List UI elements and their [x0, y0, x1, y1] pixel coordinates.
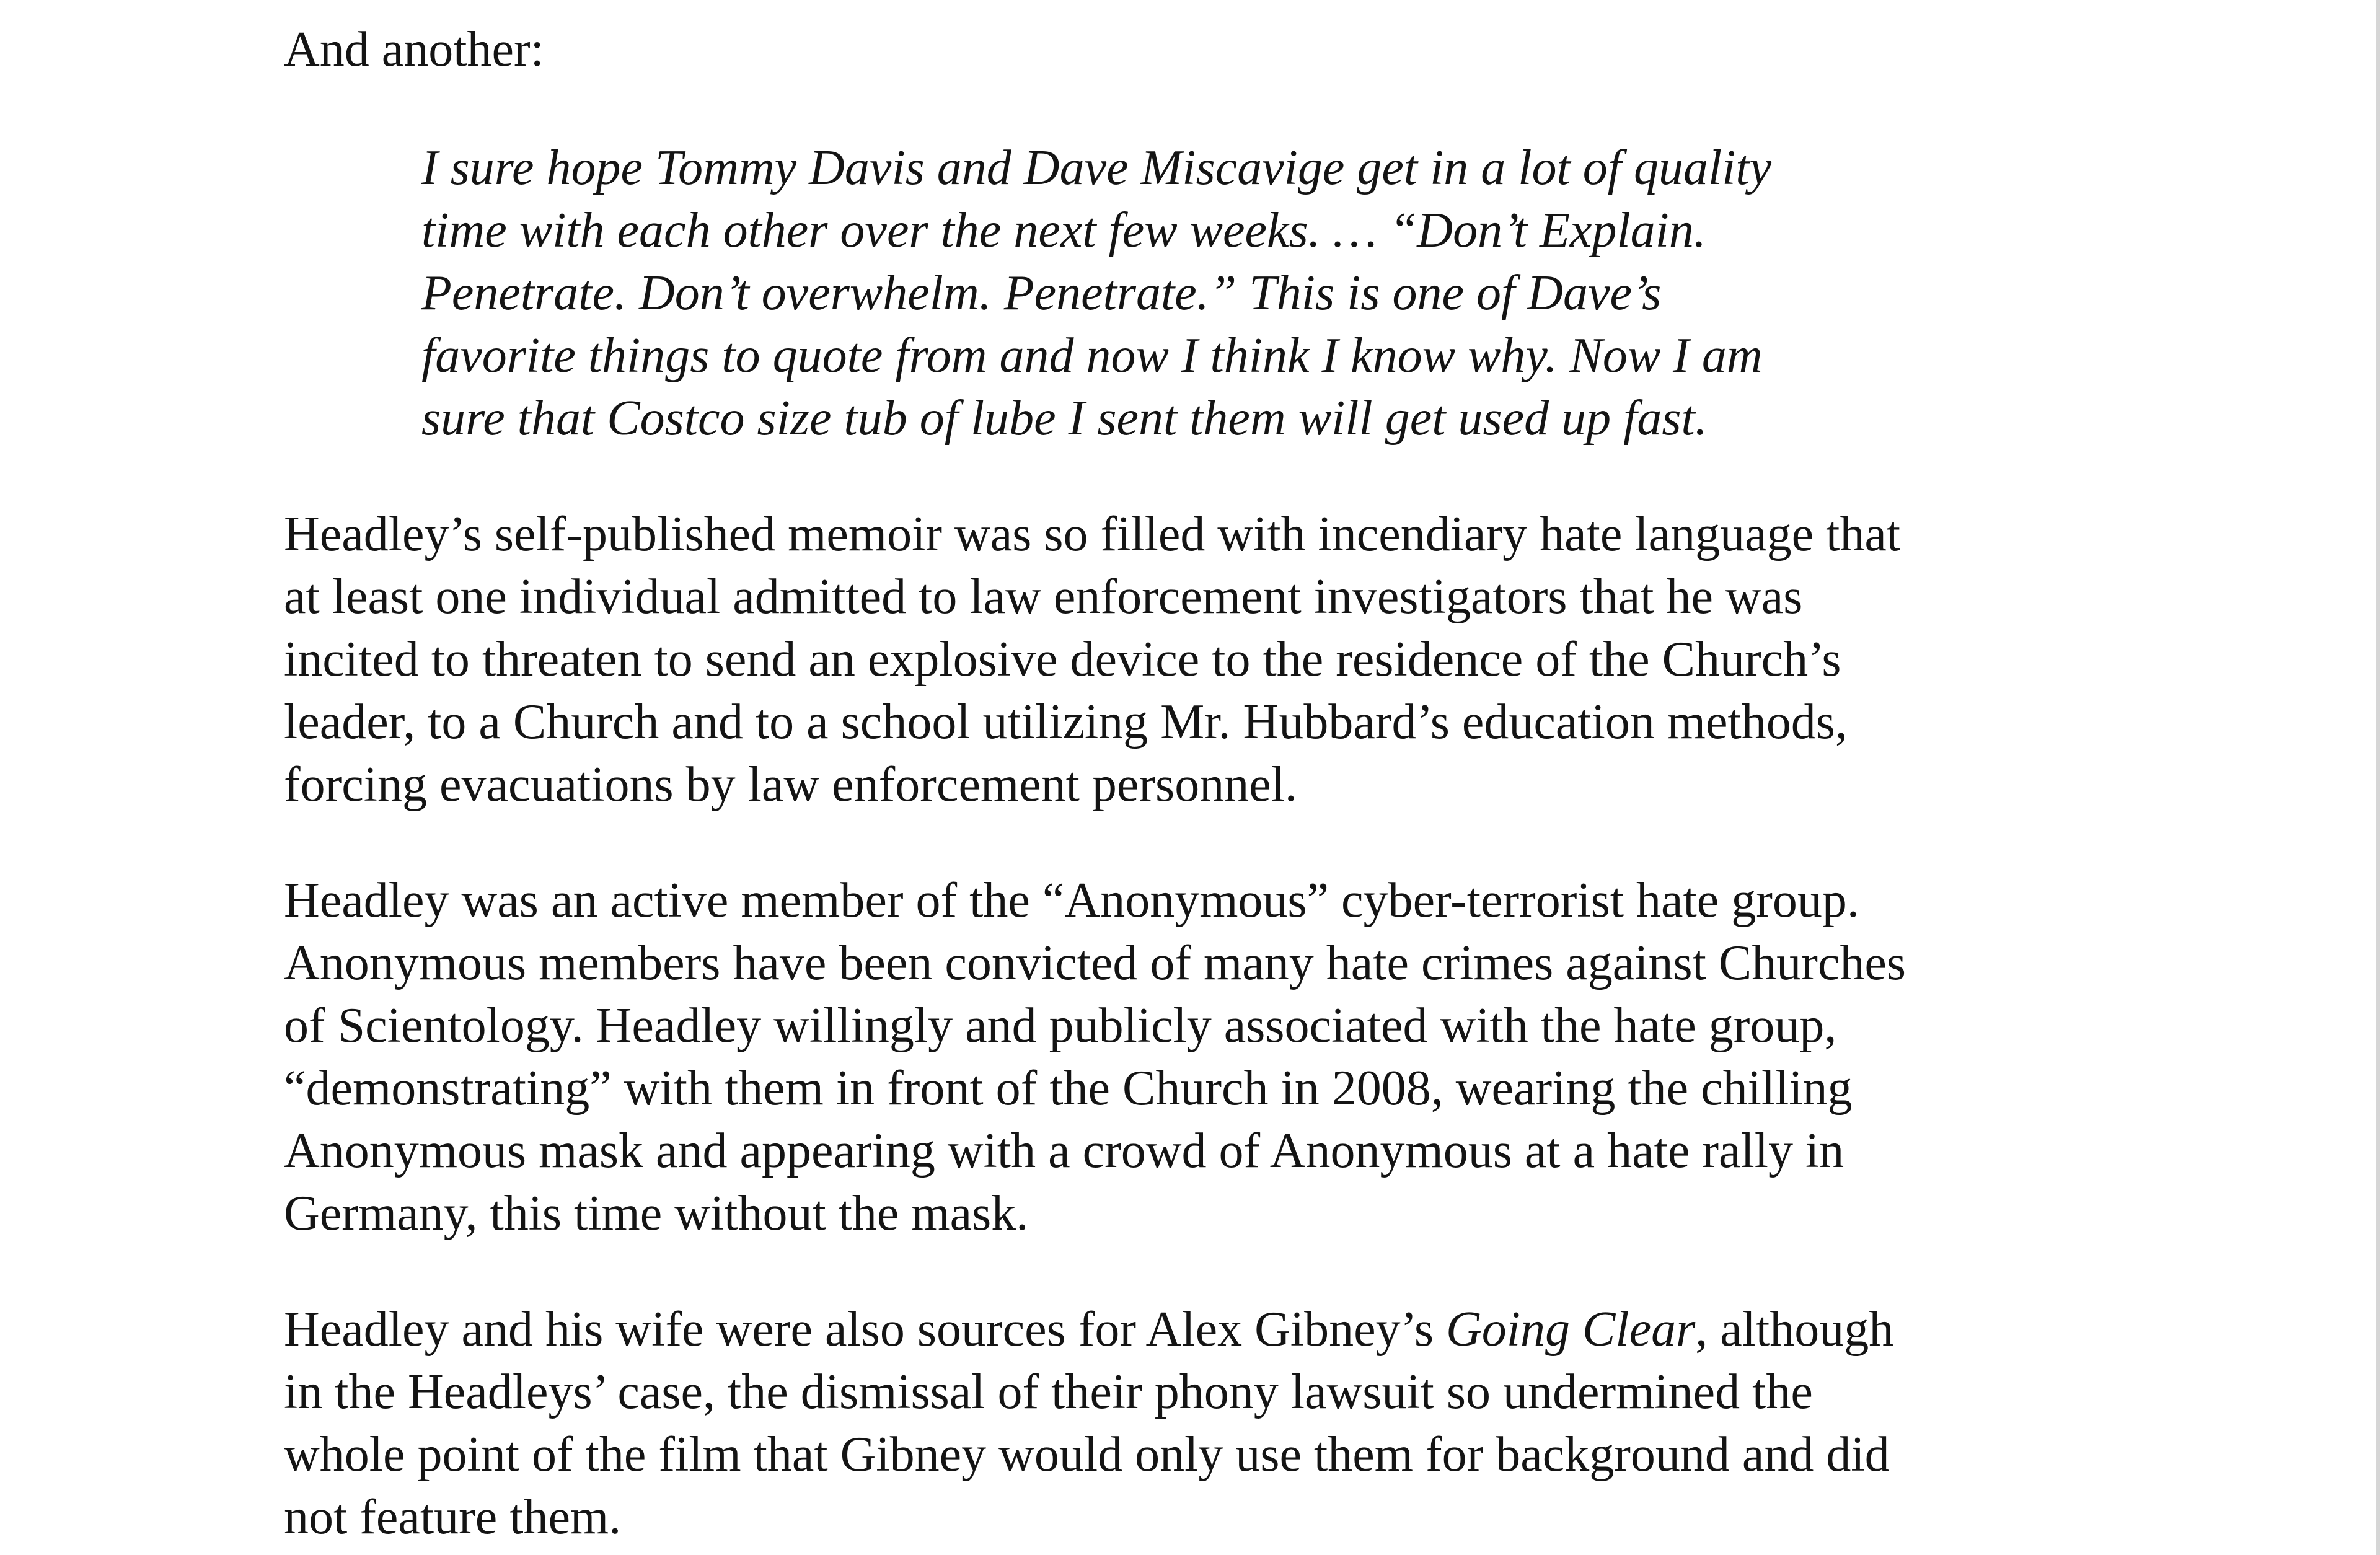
paragraph-line: incited to threaten to send an explosive device to the residence of the Church’s	[284, 632, 1841, 687]
paragraph-line: whole point of the film that Gibney would only use them for background and did	[284, 1427, 1890, 1482]
paragraph-text: Headley and his wife were also sources for Alex Gibney’s	[284, 1302, 1446, 1357]
paragraph-anonymous	[284, 870, 2118, 1245]
paragraph-line: at least one individual admitted to law enforcement investigators that he was	[284, 570, 1803, 624]
paragraph-line: of Scientology. Headley willingly and publicly associated with the hate group,	[284, 998, 1837, 1053]
paragraph-line: leader, to a Church and to a school utilizing Mr. Hubbard’s education methods,	[284, 695, 1848, 749]
paragraph-line: forcing evacuations by law enforcement personnel.	[284, 757, 1297, 812]
quote-line: Penetrate. Don’t overwhelm. Penetrate.” This is one of Dave’s	[421, 266, 1662, 320]
quote-line: sure that Costco size tub of lube I sent them will get used up fast.	[421, 391, 1708, 446]
film-title: Going Clear	[1446, 1302, 1696, 1357]
intro-line: And another:	[284, 22, 544, 77]
paragraph-text: , although	[1695, 1302, 1894, 1357]
paragraph-line: Anonymous mask and appearing with a crowd of Anonymous at a hate rally in	[284, 1124, 1844, 1178]
paragraph-line: Headley was an active member of the “Anonymous” cyber-terrorist hate group.	[284, 873, 1859, 928]
paragraph-line: Headley’s self-published memoir was so filled with incendiary hate language that	[284, 507, 1901, 562]
quote-line: time with each other over the next few weeks. … “Don’t Explain.	[421, 203, 1706, 258]
paragraph-line: “demonstrating” with them in front of the Church in 2008, wearing the chilling	[284, 1061, 1853, 1116]
paragraph-line: Germany, this time without the mask.	[284, 1186, 1029, 1241]
quote-line: favorite things to quote from and now I think I know why. Now I am	[421, 328, 1763, 383]
quote-line: I sure hope Tommy Davis and Dave Miscavige get in a lot of quality	[421, 141, 1772, 195]
page-edge	[2376, 0, 2380, 1555]
paragraph-line: in the Headleys’ case, the dismissal of their phony lawsuit so undermined the	[284, 1365, 1813, 1419]
paragraph-memoir	[284, 503, 2118, 816]
block-quote	[421, 137, 2058, 450]
document-body	[284, 19, 2118, 1549]
paragraph-line: Anonymous members have been convicted of many hate crimes against Churches	[284, 936, 1906, 990]
paragraph-going-clear	[284, 1298, 2118, 1549]
paragraph-line: not feature them.	[284, 1490, 622, 1544]
paragraph-line	[284, 1298, 2118, 1361]
